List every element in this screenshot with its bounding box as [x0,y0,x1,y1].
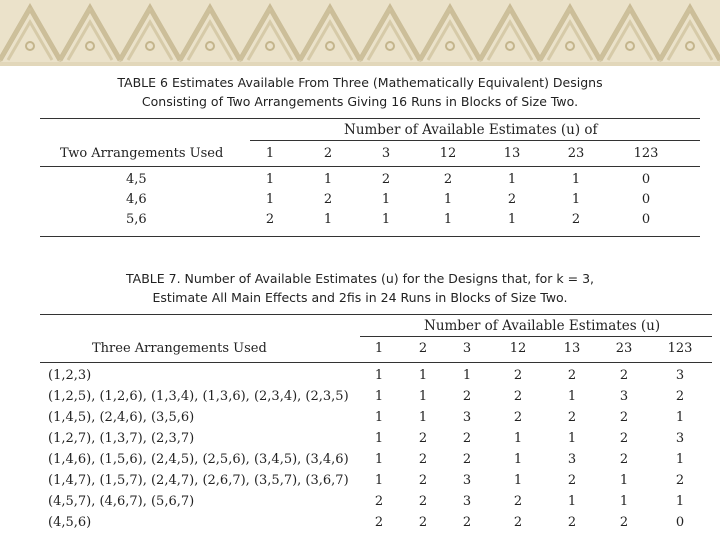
table-cell: 1 [507,212,517,227]
table-cell: 2 [418,473,428,488]
row-label: (1,4,7), (1,5,7), (2,4,7), (2,6,7), (3,5,7), (3,6,7) [48,473,349,488]
row-label: (1,2,5), (1,2,6), (1,3,4), (1,3,6), (2,3,4), (2,3,5) [48,389,349,404]
table7-top-rule [40,314,712,315]
table-cell: 2 [619,452,629,467]
column-header: 23 [615,341,633,356]
column-header: 2 [323,146,333,161]
table-cell: 1 [675,452,685,467]
table-cell: 1 [374,452,384,467]
table-cell: 1 [265,172,275,187]
table-cell: 2 [571,212,581,227]
table-cell: 1 [418,389,428,404]
table-cell: 2 [418,431,428,446]
table-cell: 3 [619,389,629,404]
table-cell: 2 [418,515,428,530]
table-cell: 3 [462,410,472,425]
decorative-banner [0,0,720,66]
column-header: 3 [381,146,391,161]
table-cell: 1 [381,192,391,207]
column-header: 123 [667,341,693,356]
column-header: 1 [374,341,384,356]
table-cell: 2 [567,473,577,488]
table-cell: 2 [513,515,523,530]
table-cell: 1 [513,473,523,488]
table6-group-rule [250,140,700,141]
column-header: 3 [462,341,472,356]
table6-caption-line2: Consisting of Two Arrangements Giving 16 Runs in Blocks of Size Two. [141,94,579,109]
row-label: (1,2,3) [48,368,92,383]
table-cell: 2 [381,172,391,187]
table-cell: 1 [418,410,428,425]
table-cell: 0 [675,515,685,530]
table-cell: 2 [374,494,384,509]
column-header: 123 [633,146,659,161]
table-cell: 2 [567,368,577,383]
table7-group-rule [360,336,712,337]
row-label: (1,2,7), (1,3,7), (2,3,7) [48,431,195,446]
table-cell: 2 [513,368,523,383]
table7-caption-line1: TABLE 7. Number of Available Estimates (u) for the Designs that, for k = 3, [125,271,594,286]
table-cell: 2 [513,494,523,509]
column-header: 13 [503,146,521,161]
table-cell: 1 [443,192,453,207]
table-cell: 1 [675,410,685,425]
column-header: 12 [439,146,457,161]
column-header: 13 [563,341,581,356]
table-cell: 0 [641,192,651,207]
table6-header-rule [40,166,700,167]
table7-caption-line2: Estimate All Main Effects and 2fis in 24 Runs in Blocks of Size Two. [152,290,568,305]
table-cell: 0 [641,212,651,227]
table-cell: 2 [265,212,275,227]
table-cell: 1 [374,431,384,446]
table-cell: 2 [418,494,428,509]
table-cell: 1 [507,172,517,187]
table-cell: 2 [513,410,523,425]
table-cell: 2 [462,452,472,467]
table-cell: 2 [619,368,629,383]
table-cell: 1 [323,212,333,227]
table-cell: 1 [571,192,581,207]
table-cell: 3 [567,452,577,467]
column-header: 23 [567,146,585,161]
table-cell: 1 [374,473,384,488]
table-cell: 2 [507,192,517,207]
table-cell: 2 [567,410,577,425]
row-label: 4,6 [126,192,147,207]
table-cell: 2 [619,431,629,446]
table-cell: 2 [675,389,685,404]
document-page [0,66,720,540]
table-cell: 2 [462,389,472,404]
table7-group-header: Number of Available Estimates (u) [424,318,661,334]
row-label: (1,4,6), (1,5,6), (2,4,5), (2,5,6), (3,4,5), (3,4,6) [48,452,349,467]
table-cell: 1 [567,431,577,446]
table-cell: 1 [381,212,391,227]
table-cell: 3 [462,494,472,509]
table-cell: 3 [462,473,472,488]
table7-header-rule [40,362,712,363]
column-header: 1 [265,146,275,161]
table-cell: 2 [675,473,685,488]
table-cell: 1 [374,410,384,425]
row-label: (4,5,7), (4,6,7), (5,6,7) [48,494,195,509]
table-cell: 1 [567,494,577,509]
table-cell: 1 [675,494,685,509]
table-cell: 1 [619,494,629,509]
table-cell: 1 [513,431,523,446]
table-cell: 2 [567,515,577,530]
table-cell: 1 [619,473,629,488]
table-cell: 2 [418,452,428,467]
table-cell: 3 [675,368,685,383]
row-label: (1,4,5), (2,4,6), (3,5,6) [48,410,195,425]
table-cell: 2 [619,410,629,425]
table-cell: 2 [374,515,384,530]
table-cell: 1 [323,172,333,187]
table-cell: 0 [641,172,651,187]
table6-top-rule [40,118,700,119]
table-cell: 2 [513,389,523,404]
table-cell: 1 [513,452,523,467]
table6-bottom-rule [40,236,700,237]
table-cell: 2 [462,431,472,446]
table-cell: 2 [462,515,472,530]
column-header: 2 [418,341,428,356]
table-cell: 1 [374,368,384,383]
row-label: 5,6 [126,212,147,227]
table-cell: 1 [265,192,275,207]
column-header: 12 [509,341,527,356]
table-cell: 2 [323,192,333,207]
table6-caption-line1: TABLE 6 Estimates Available From Three (Mathematically Equivalent) Designs [117,75,603,90]
row-label: 4,5 [126,172,147,187]
table-cell: 1 [374,389,384,404]
table-cell: 1 [571,172,581,187]
table6-row-header: Two Arrangements Used [60,146,224,161]
table7-row-header: Three Arrangements Used [92,341,267,356]
table-cell: 1 [418,368,428,383]
celtic-knot-pattern [0,0,720,66]
table-cell: 3 [675,431,685,446]
table-cell: 2 [619,515,629,530]
table-cell: 1 [567,389,577,404]
table-cell: 2 [443,172,453,187]
table-cell: 1 [462,368,472,383]
table6-group-header: Number of Available Estimates (u) of [344,122,598,138]
row-label: (4,5,6) [48,515,92,530]
table-cell: 1 [443,212,453,227]
